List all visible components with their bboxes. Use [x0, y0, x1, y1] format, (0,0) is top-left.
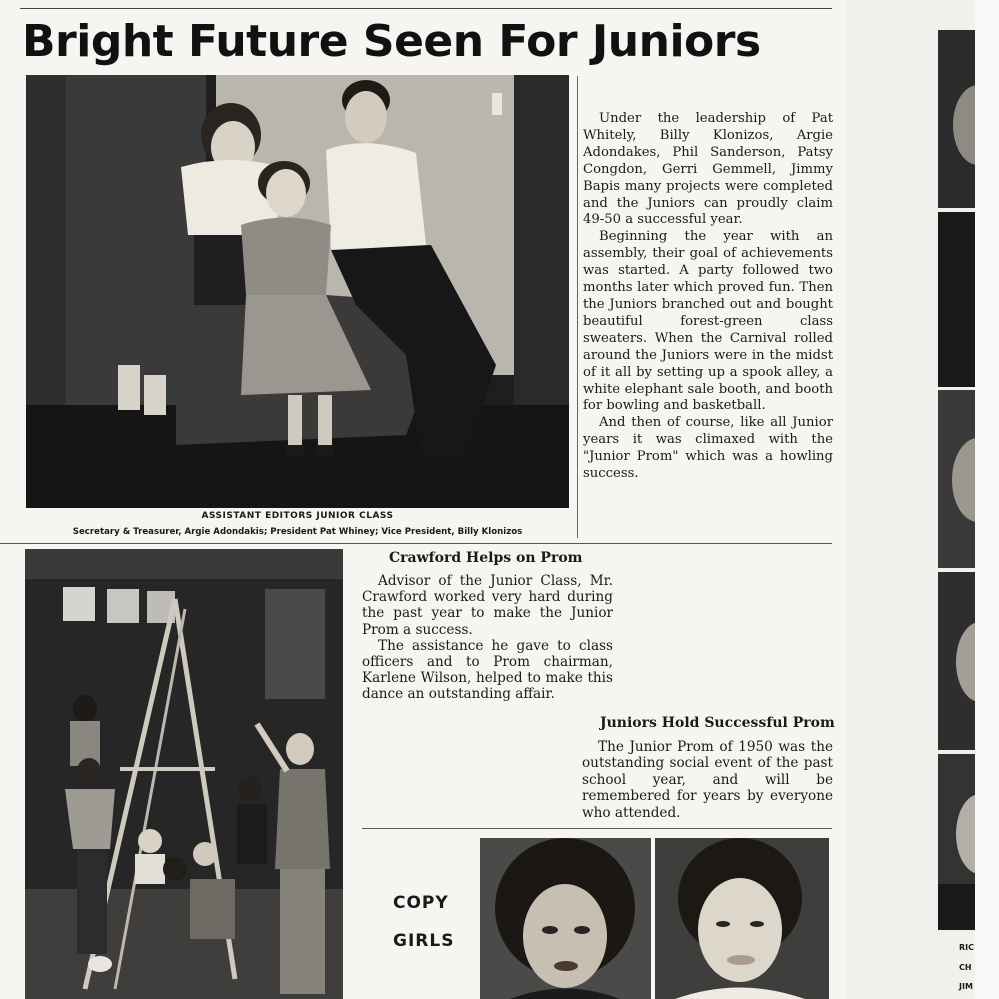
section-divider	[0, 543, 832, 544]
portrait-thumb	[938, 754, 978, 930]
prom-paragraph: The Junior Prom of 1950 was the outstanding social event of the past school year, and will be remembered for years by everyone who attended.	[582, 739, 833, 821]
photo-caption-names: Secretary & Treasurer, Argie Adondakis; President Pat Whiney; Vice President, Billy Klonizos	[72, 527, 523, 537]
portrait-thumb	[938, 30, 978, 208]
crawford-paragraph: The assistance he gave to class officers and to Prom chairman, Karlene Wilson, helped to make this dance an outstanding affair.	[362, 637, 613, 703]
crawford-article	[362, 573, 613, 703]
section-divider	[362, 828, 832, 829]
portrait-thumb	[938, 572, 978, 750]
junior-officers-photo	[26, 75, 569, 508]
main-article-paragraph: Beginning the year with an assembly, their goal of achievements was started. A party followed two months later which proved fun. Then the Juniors branched out and bought beautiful forest-green class sweaters. When the Carnival rolled around the Juniors were in the midst of it all by setting up a spook alley, a white elephant sale booth, and booth for bowling and basketball.	[583, 229, 833, 414]
prom-decorating-photo	[25, 549, 343, 999]
main-article-paragraph: Under the leadership of Pat Whitely, Billy Klonizos, Argie Adondakes, Phil Sanderson, Patsy Congdon, Gerri Gemmell, Jimmy Bapis many projects were completed and the Juniors can proudly claim 49-50 a successful year.	[583, 111, 833, 228]
copy-girl-portrait-left	[480, 838, 651, 999]
column-divider	[577, 76, 578, 538]
edge-label: RIC	[959, 943, 975, 952]
page-headline: Bright Future Seen For Juniors	[22, 16, 761, 67]
crawford-heading: Crawford Helps on Prom	[389, 550, 583, 566]
page-binding-edge	[975, 0, 999, 999]
copy-girls-label-line2: GIRLS	[393, 931, 455, 951]
portrait-thumb	[938, 212, 978, 387]
main-article	[583, 111, 833, 483]
copy-girl-portrait-right	[655, 838, 829, 999]
copy-girls-label-line1: COPY	[393, 893, 449, 913]
facing-page-edge	[845, 0, 999, 999]
edge-label: JIM	[959, 982, 973, 991]
crawford-paragraph: Advisor of the Junior Class, Mr. Crawford worked very hard during the past year to make the Junior Prom a success.	[362, 573, 613, 638]
prom-article	[582, 739, 833, 821]
photo-caption-title: ASSISTANT EDITORS JUNIOR CLASS	[201, 511, 394, 521]
prom-heading: Juniors Hold Successful Prom	[600, 715, 835, 731]
portrait-thumb	[938, 390, 978, 568]
main-article-paragraph: And then of course, like all Junior years it was climaxed with the "Junior Prom" which was a howling success.	[583, 415, 833, 482]
top-rule	[20, 8, 832, 9]
edge-label: CH	[959, 963, 972, 972]
